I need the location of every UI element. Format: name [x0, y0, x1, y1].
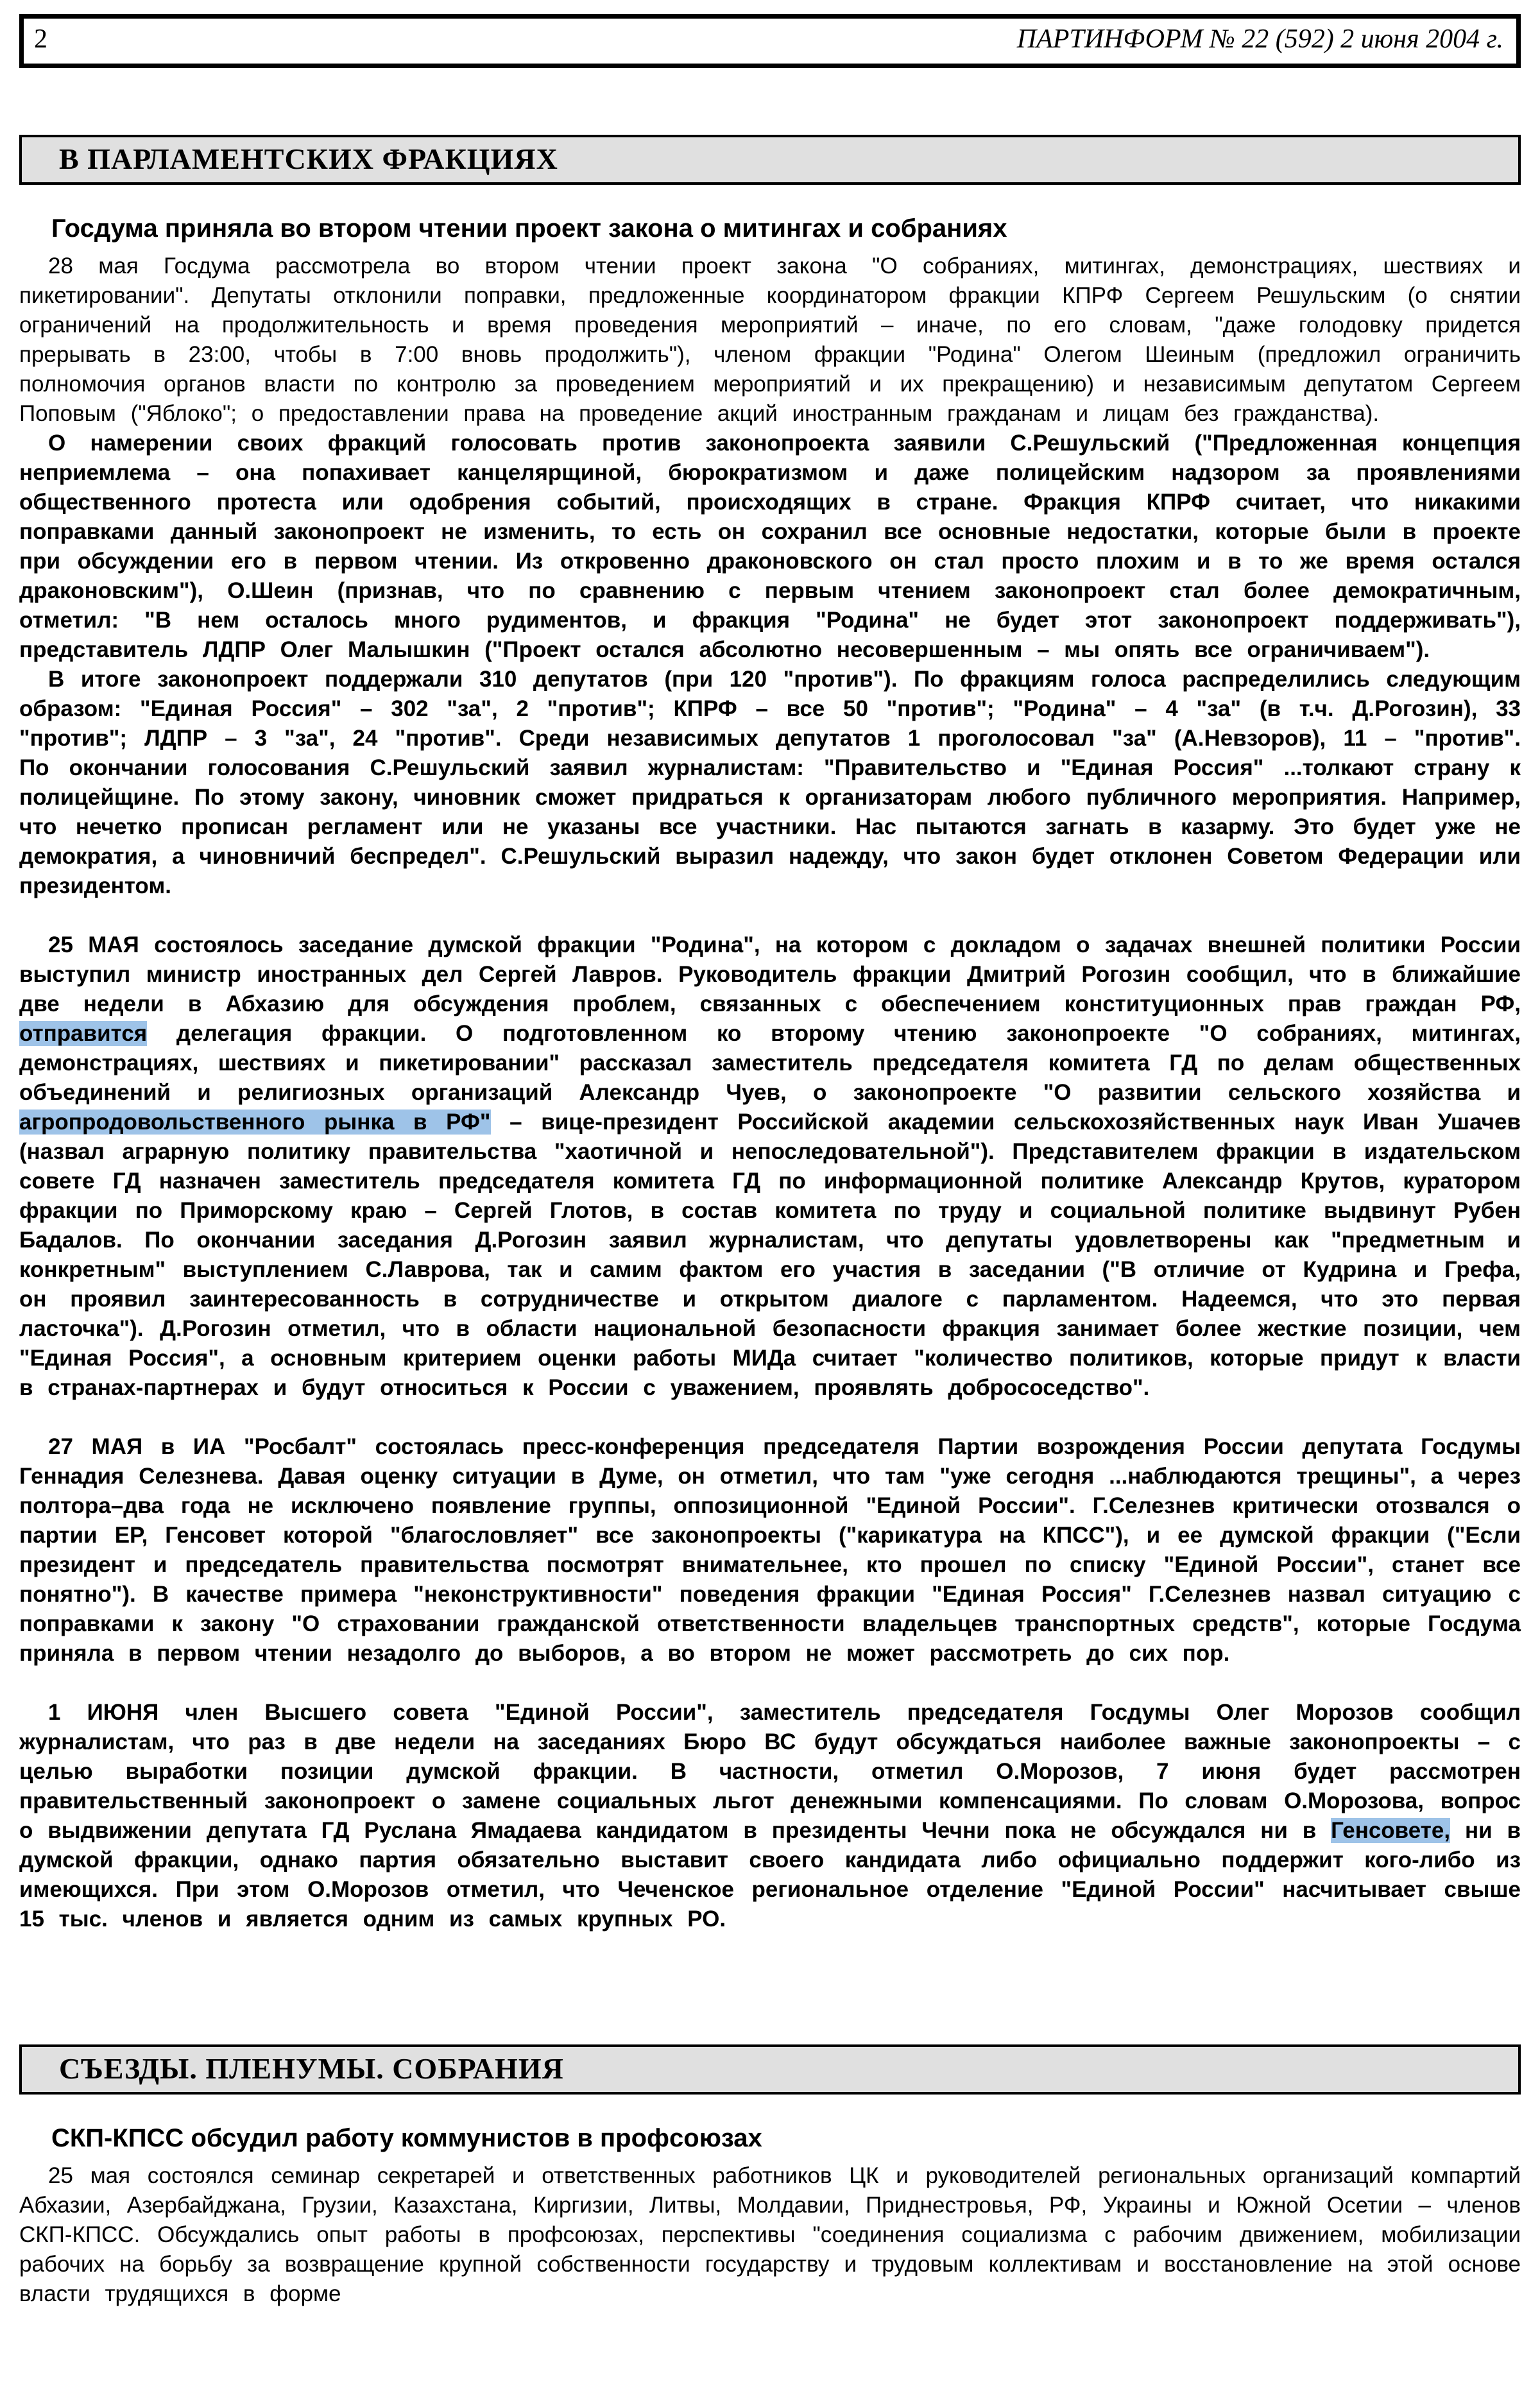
paragraph: 27 МАЯ в ИА "Росбалт" состоялась пресс-конференция председателя Партии возрождения России депутата Госдумы Геннадия Селезнева. Давая оценку ситуации в Думе, он отметил, что там "уже сегодня ...наблюдаются трещины", а через полтора–два года не исключено появление группы, оппозиционной "Единой России". Г.Селезнев критически отозвался о партии ЕР, Генсовет которой "благословляет" все законопроекты ("карикатура на КПСС"), и ее думской фракции ("Если президент и председатель правительства посмотрят внимательнее, кто прошел по списку "Единой России", станет все понятно"). В качестве примера "неконструктивности" поведения фракции "Единая Россия" Г.Селезнев назвал ситуацию с поправками к закону "О страховании гражданской ответственности владельцев транспортных средств", которые Госдума приняла в первом чтении незадолго до выборов, а во втором не может рассмотреть до сих пор.: [19, 1434, 1521, 1666]
section: [19, 2044, 1521, 2309]
section-banner: СЪЕЗДЫ. ПЛЕНУМЫ. СОБРАНИЯ: [19, 2044, 1521, 2095]
paragraph: 25 мая состоялся семинар секретарей и ответственных работников ЦК и руководителей региональных организаций компартий Абхазии, Азербайджана, Грузии, Казахстана, Киргизии, Литвы, Молдавии, Приднестровья, РФ, Украины и Южной Осетии – членов СКП-КПСС. Обсуждались опыт работы в профсоюзах, перспективы "соединения социализма с рабочим движением, мобилизации рабочих на борьбу за возвращение крупной собственности государству и трудовым коллективам и восстановление на этой основе власти трудящихся в форме: [19, 2163, 1521, 2306]
paragraph: 28 мая Госдума рассмотрела во втором чтении проект закона "О собраниях, митингах, демонстрациях, шествиях и пикетировании". Депутаты отклонили поправки, предложенные координатором фракции КПРФ Сергеем Решульским (о снятии ограничений на продолжительность и время проведения мероприятий – иначе, по его словам, "даже голодовку придется прерывать в 23:00, чтобы в 7:00 вновь продолжить"), членом фракции "Родина" Олегом Шеиным (предложил ограничить полномочия органов власти по контролю за проведением мероприятий и их прекращению) и независимым депутатом Сергеем Поповым ("Яблоко"; о предоставлении права на проведение акций иностранным гражданам и лицам без гражданства).: [19, 253, 1521, 426]
highlighted-text: отправится: [19, 1021, 148, 1046]
issue-title: ПАРТИНФОРМ № 22 (592) 2 июня 2004 г.: [1016, 24, 1503, 54]
document-content: [19, 135, 1521, 2309]
page-header: [19, 14, 1521, 68]
paragraph: 25 МАЯ состоялось заседание думской фракции "Родина", на котором с докладом о задачах внешней политики России выступил министр иностранных дел Сергей Лавров. Руководитель фракции Дмитрий Рогозин сообщил, что в ближайшие две недели в Абхазию для обсуждения проблем, связанных с обеспечением конституционных прав граждан РФ, отправится делегация фракции. О подготовленном ко второму чтению законопроекте "О собраниях, митингах, демонстрациях, шествиях и пикетировании" рассказал заместитель председателя комитета ГД по делам общественных объединений и религиозных организаций Александр Чуев, о законопроекте "О развитии сельского хозяйства и агропродовольственного рынка в РФ" – вице-президент Российской академии сельскохозяйственных наук Иван Ушачев (назвал аграрную политику правительства "хаотичной и непоследовательной"). Представителем фракции в издательском совете ГД назначен заместитель председателя комитета ГД по информационной политике Александр Крутов, куратором фракции по Приморскому краю – Сергей Глотов, в состав комитета по труду и социальной политике выдвинут Рубен Бадалов. По окончании заседания Д.Рогозин заявил журналистам, что депутаты удовлетворены как "предметным и конкретным" выступлением С.Лаврова, так и самим фактом его участия в заседании ("В отличие от Кудрина и Грефа, он проявил заинтересованность в сотрудничестве и открытом диалоге с парламентом. Надеемся, что это первая ласточка"). Д.Рогозин отметил, что в области национальной безопасности фракция занимает более жесткие позиции, чем "Единая Россия", а основным критерием оценки работы МИДа считает "количество политиков, которые придут к власти в странах-партнерах и будут относиться к России с уважением, проявлять добрососедство".: [19, 932, 1521, 1400]
section-banner: В ПАРЛАМЕНТСКИХ ФРАКЦИЯХ: [19, 135, 1521, 185]
highlighted-text: агропродовольственного рынка в РФ": [19, 1110, 491, 1135]
paragraph: О намерении своих фракций голосовать против законопроекта заявили С.Решульский ("Предложенная концепция неприемлема – она попахивает канцелярщиной, бюрократизмом и даже полицейским надзором за проявлениями общественного протеста или одобрения событий, происходящих в стране. Фракция КПРФ считает, что никакими поправками данный законопроект не изменить, то есть он сохранил все основные недостатки, которые были в проекте при обсуждении его в первом чтении. Из откровенно драконовского он стал просто плохим и в то же время остался драконовским"), О.Шеин (признав, что по сравнению с первым чтением законопроект стал более демократичным, отметил: "В нем осталось много рудиментов, и фракция "Родина" не будет этот законопроект поддерживать"), представитель ЛДПР Олег Малышкин ("Проект остался абсолютно несовершенным – мы опять все ограничиваем").: [19, 431, 1521, 662]
article-title: Госдума приняла во втором чтении проект закона о митингах и собраниях: [51, 214, 1007, 243]
paragraph: 1 ИЮНЯ член Высшего совета "Единой России", заместитель председателя Госдумы Олег Морозов сообщил журналистам, что раз в две недели на заседаниях Бюро ВС будут обсуждаться наиболее важные законопроекты – с целью выработки позиции думской фракции. В частности, отметил О.Морозов, 7 июня будет рассмотрен правительственный законопроект о замене социальных льгот денежными компенсациями. По словам О.Морозова, вопрос о выдвижении депутата ГД Руслана Ямадаева кандидатом в президенты Чечни пока не обсуждался ни в Генсовете, ни в думской фракции, однако партия обязательно выставит своего кандидата либо официально поддержит кого-либо из имеющихся. При этом О.Морозов отметил, что Чеченское региональное отделение "Единой России" насчитывает свыше 15 тыс. членов и является одним из самых крупных РО.: [19, 1700, 1521, 1932]
section: [19, 135, 1521, 1934]
page-number: 2: [34, 24, 47, 54]
paragraph: В итоге законопроект поддержали 310 депутатов (при 120 "против"). По фракциям голоса распределились следующим образом: "Единая Россия" – 302 "за", 2 "против"; КПРФ – все 50 "против"; "Родина" – 4 "за" (в т.ч. Д.Рогозин), 33 "против"; ЛДПР – 3 "за", 24 "против". Среди независимых депутатов 1 проголосовал "за" (А.Невзоров), 11 – "против". По окончании голосования С.Решульский заявил журналистам: "Правительство и "Единая Россия" ...толкают страну к полицейщине. По этому закону, чиновник сможет придраться к организаторам любого публичного мероприятия. Например, что нечетко прописан регламент или не указаны все участники. Нас пытаются загнать в казарму. Это будет уже не демократия, а чиновничий беспредел". С.Решульский выразил надежду, что закон будет отклонен Советом Федерации или президентом.: [19, 667, 1521, 898]
article-title: СКП-КПСС обсудил работу коммунистов в профсоюзах: [51, 2124, 762, 2152]
highlighted-text: Генсовете,: [1331, 1818, 1451, 1843]
